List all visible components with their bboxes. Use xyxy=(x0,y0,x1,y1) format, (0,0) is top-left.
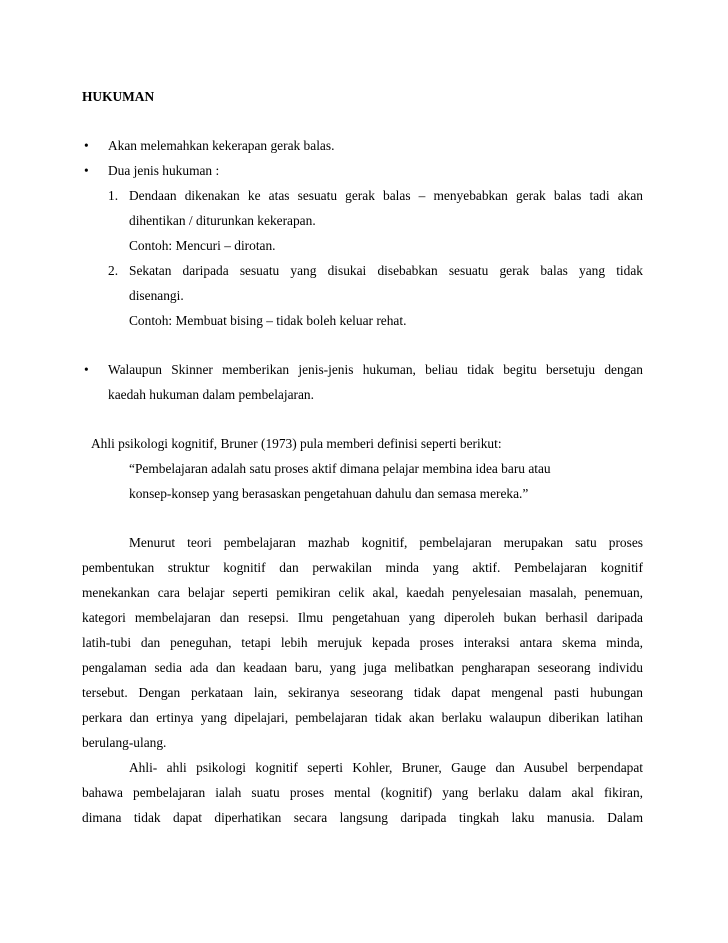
paragraph-line: Ahli- ahli psikologi kognitif seperti Kohler, Bruner, Gauge dan Ausubel berpendapat xyxy=(129,760,643,775)
paragraph-line: perkara dan ertinya yang dipelajari, pembelajaran tidak akan berlaku walaupun diberikan latihan xyxy=(82,710,643,725)
bullet-text: kaedah hukuman dalam pembelajaran. xyxy=(108,387,314,402)
quote-line: “Pembelajaran adalah satu proses aktif dimana pelajar membina idea baru atau xyxy=(129,461,551,476)
paragraph-line: bahawa pembelajaran ialah suatu proses mental (kognitif) yang berlaku dalam akal fikiran, xyxy=(82,785,643,800)
bullet-marker: • xyxy=(84,163,89,178)
list-item-text: Sekatan daripada sesuatu yang disukai disebabkan sesuatu gerak balas yang tidak xyxy=(129,263,643,278)
bullet-marker: • xyxy=(84,362,89,377)
paragraph-line: menekankan cara belajar seperti pemikiran celik akal, kaedah penyelesaian masalah, penemuan, xyxy=(82,585,643,600)
bullet-text: Dua jenis hukuman : xyxy=(108,163,220,178)
paragraph-line: pembentukan struktur kognitif dan perwakilan minda yang aktif. Pembelajaran kognitif xyxy=(82,560,643,575)
paragraph-line: Menurut teori pembelajaran mazhab kognitif, pembelajaran merupakan satu proses xyxy=(129,535,643,550)
list-number: 2. xyxy=(108,263,119,278)
list-item-example: Contoh: Mencuri – dirotan. xyxy=(129,238,276,253)
paragraph-line: latih-tubi dan peneguhan, tetapi lebih merujuk kepada proses interaksi antara skema minda, xyxy=(82,635,643,650)
list-item-text: dihentikan / diturunkan kekerapan. xyxy=(129,213,316,228)
bullet-text: Akan melemahkan kekerapan gerak balas. xyxy=(108,138,335,153)
bullet-text: Walaupun Skinner memberikan jenis-jenis hukuman, beliau tidak begitu bersetuju dengan xyxy=(108,362,643,377)
paragraph-line: kategori membelajaran dan resepsi. Ilmu pengetahuan yang diperoleh bukan berhasil daripada xyxy=(82,610,643,625)
paragraph-line: pengalaman sedia ada dan keadaan baru, yang juga melibatkan pengharapan seseorang individu xyxy=(82,660,643,675)
paragraph-line: Ahli psikologi kognitif, Bruner (1973) pula memberi definisi seperti berikut: xyxy=(91,436,502,451)
page-title: HUKUMAN xyxy=(82,89,155,104)
bullet-marker: • xyxy=(84,138,89,153)
list-item-example: Contoh: Membuat bising – tidak boleh keluar rehat. xyxy=(129,313,407,328)
paragraph-line: tersebut. Dengan perkataan lain, sekiranya seseorang tidak dapat mengenal pasti hubungan xyxy=(82,685,643,700)
quote-line: konsep-konsep yang berasaskan pengetahuan dahulu dan semasa mereka.” xyxy=(129,486,529,501)
paragraph-line: berulang-ulang. xyxy=(82,735,167,750)
paragraph-line: dimana tidak dapat diperhatikan secara langsung daripada tingkah laku manusia. Dalam xyxy=(82,810,643,825)
list-item-text: Dendaan dikenakan ke atas sesuatu gerak balas – menyebabkan gerak balas tadi akan xyxy=(129,188,643,203)
list-number: 1. xyxy=(108,188,119,203)
list-item-text: disenangi. xyxy=(129,288,184,303)
